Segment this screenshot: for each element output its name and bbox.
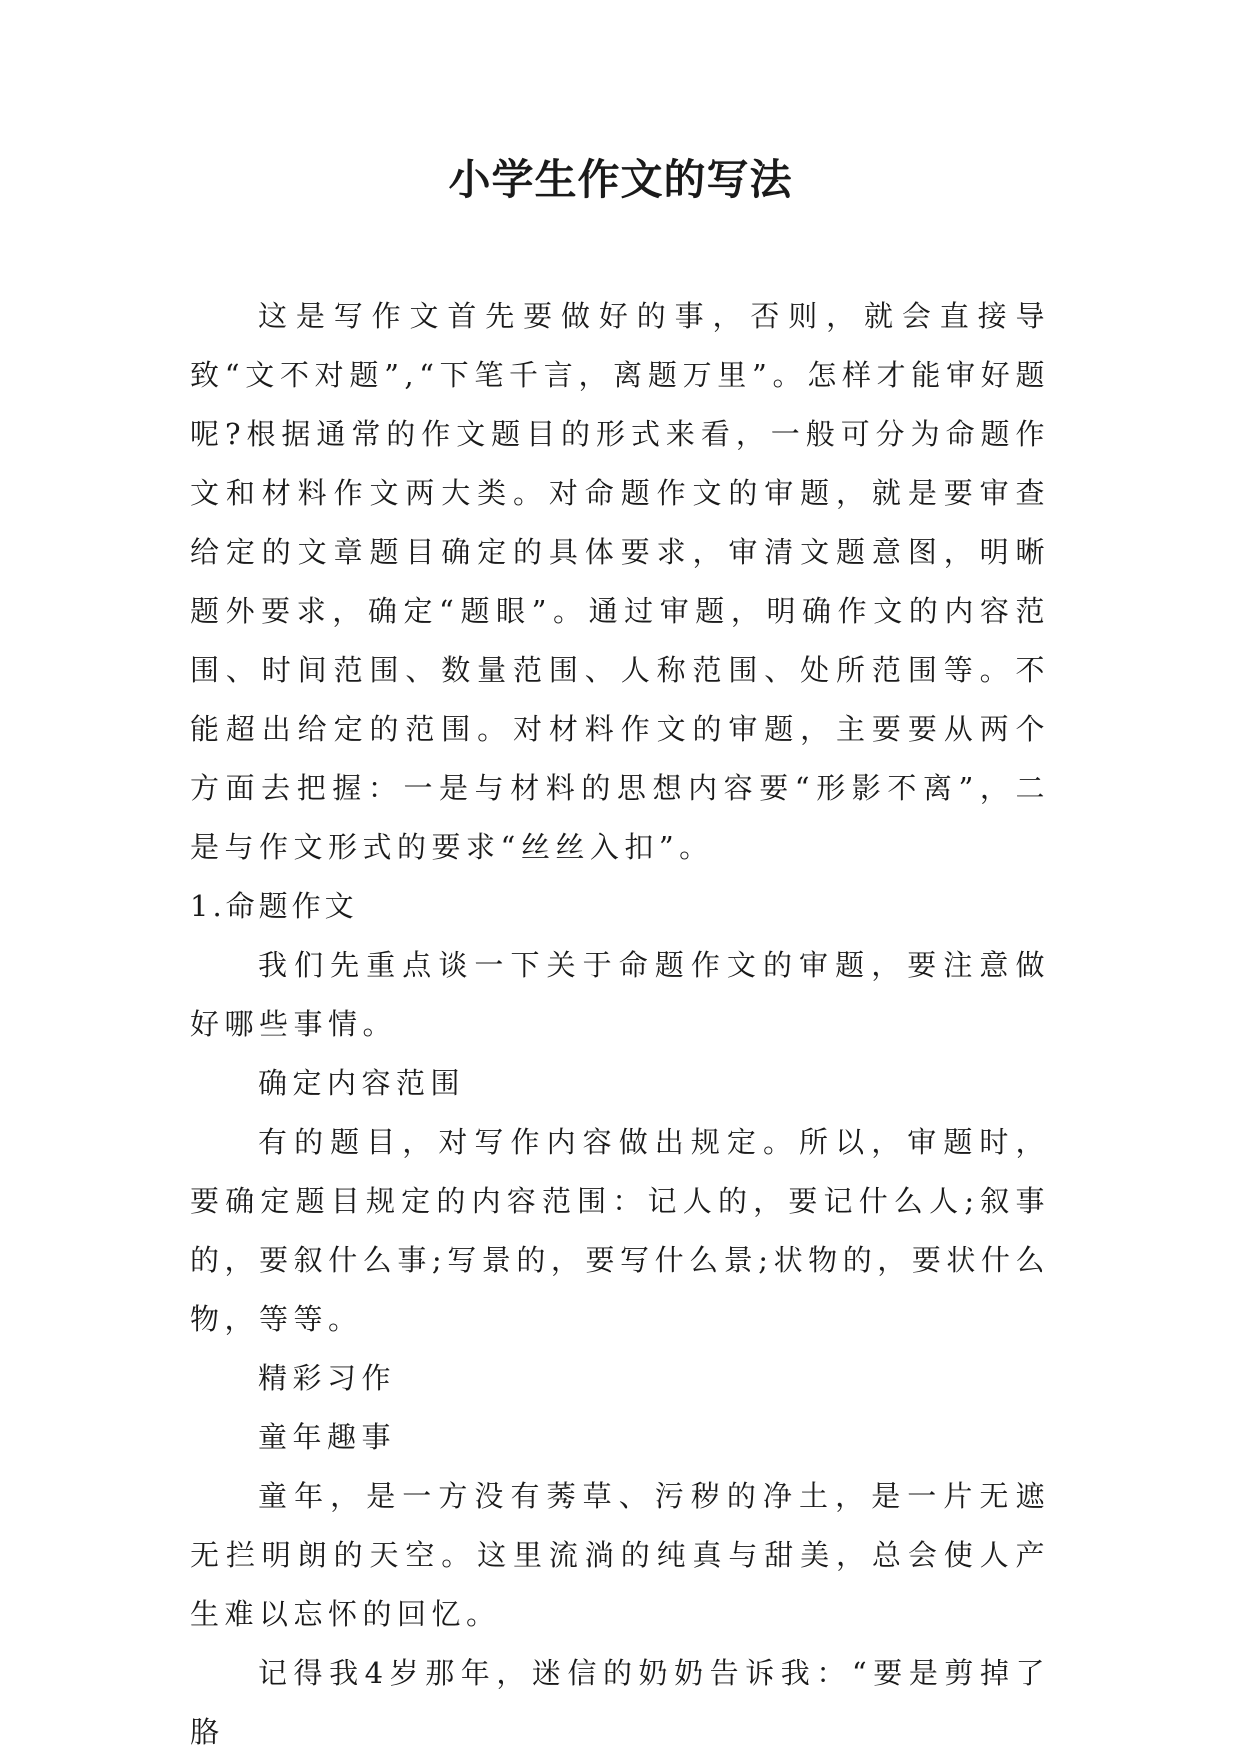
section-heading-propositional-essay: 1.命题作文: [190, 889, 358, 923]
body-paragraph: 童年，是一方没有莠草、污秽的净土，是一片无遮无拦明朗的天空。这里流淌的纯真与甜美，总会使人产生难以忘怀的回忆。: [190, 1479, 1050, 1631]
body-paragraph: 这是写作文首先要做好的事，否则，就会直接导致“文不对题”,“下笔千言，离题万里”。怎样才能审好题呢?根据通常的作文题目的形式来看，一般可分为命题作文和材料作文两大类。对命题作文的审题，就是要审查给定的文章题目确定的具体要求，审清文题意图，明晰题外要求，确定“题眼”。通过审题，明确作文的内容范围、时间范围、数量范围、人称范围、处所范围等。不能超出给定的范围。对材料作文的审题，主要要从两个方面去把握：一是与材料的思想内容要“形影不离”，二是与作文形式的要求“丝丝入扣”。: [190, 299, 1050, 864]
document-body: [190, 287, 1050, 1762]
subheading-featured-essay: 精彩习作: [258, 1361, 397, 1395]
document-title: 小学生作文的写法: [448, 155, 793, 204]
body-paragraph: 记得我4岁那年，迷信的奶奶告诉我：“要是剪掉了胳: [190, 1656, 1050, 1749]
body-paragraph: 有的题目，对写作内容做出规定。所以，审题时，要确定题目规定的内容范围：记人的，要记什么人;叙事的，要叙什么事;写景的，要写什么景;状物的，要状什么物，等等。: [190, 1125, 1050, 1336]
subheading-content-scope: 确定内容范围: [258, 1066, 466, 1100]
body-paragraph: 我们先重点谈一下关于命题作文的审题，要注意做好哪些事情。: [190, 948, 1050, 1041]
essay-title: 童年趣事: [258, 1420, 397, 1454]
